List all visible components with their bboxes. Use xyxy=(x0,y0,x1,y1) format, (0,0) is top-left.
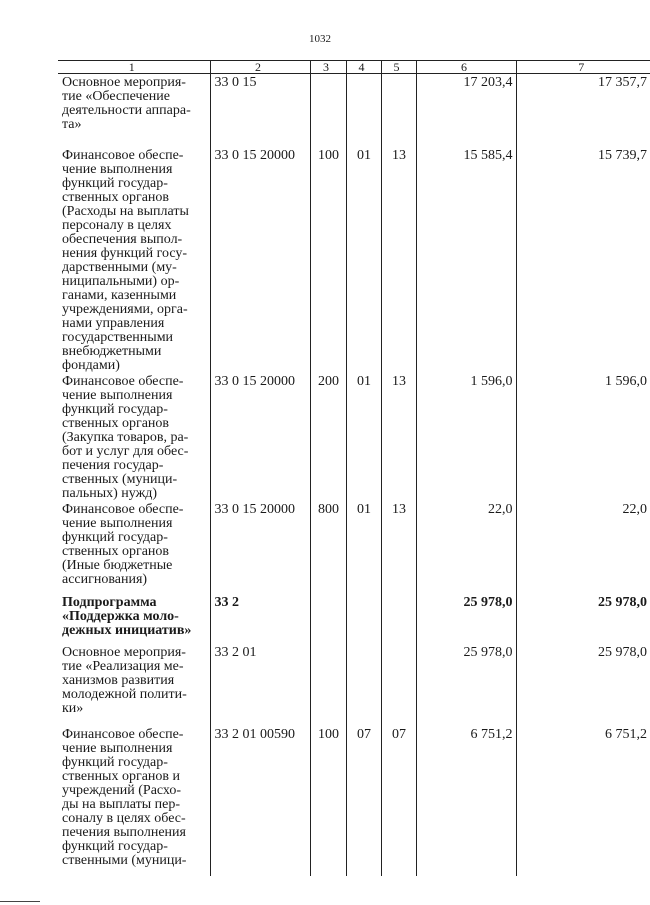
column-header: 3 xyxy=(310,61,346,74)
row-code-cell: 33 2 01 xyxy=(210,644,310,726)
row-name-cell: Финансовое обеспе- чение выполнения функций государ- ственных органов (Иные бюджетные ассигнования) xyxy=(62,501,184,587)
row-subsection-cell: 13 xyxy=(381,501,416,594)
page-number: 1032 xyxy=(309,33,331,45)
row-section-cell xyxy=(346,594,381,644)
table-row xyxy=(58,501,650,594)
row-subsection-cell xyxy=(381,594,416,644)
row-code-cell: 33 0 15 20000 xyxy=(210,373,310,501)
row-section-cell: 01 xyxy=(346,501,381,594)
row-amount-col7-cell: 15 739,7 xyxy=(516,147,650,373)
column-header: 1 xyxy=(58,61,210,74)
table-row xyxy=(58,74,650,147)
row-name-cell: Основное мероприя- тие «Реализация ме- ханизмов развития молодежной полити- ки» xyxy=(62,644,187,716)
row-amount-col7-cell: 25 978,0 xyxy=(516,644,650,726)
row-amount-col7-cell: 25 978,0 xyxy=(516,594,650,644)
table-row xyxy=(58,373,650,501)
row-amount-col7-cell: 22,0 xyxy=(516,501,650,594)
row-expense-type-cell xyxy=(310,74,346,147)
row-subsection-cell xyxy=(381,74,416,147)
row-amount-col6-cell: 15 585,4 xyxy=(416,147,516,373)
row-section-cell: 07 xyxy=(346,726,381,876)
row-name-cell: Подпрограмма «Поддержка моло- дежных инициатив» xyxy=(62,594,192,638)
row-amount-col7-cell: 1 596,0 xyxy=(516,373,650,501)
row-code-cell: 33 2 01 00590 xyxy=(210,726,310,876)
corner-divider xyxy=(0,901,40,902)
table-row xyxy=(58,644,650,726)
column-header: 5 xyxy=(381,61,416,74)
row-amount-col6-cell: 17 203,4 xyxy=(416,74,516,147)
row-code-cell: 33 0 15 20000 xyxy=(210,501,310,594)
column-header: 4 xyxy=(346,61,381,74)
row-subsection-cell xyxy=(381,644,416,726)
column-header: 7 xyxy=(516,61,650,74)
table-row xyxy=(58,147,650,373)
column-number-row xyxy=(58,61,650,74)
column-header: 6 xyxy=(416,61,516,74)
row-subsection-cell: 07 xyxy=(381,726,416,876)
row-subsection-cell: 13 xyxy=(381,373,416,501)
row-name-cell: Основное мероприя- тие «Обеспечение деятельности аппара- та» xyxy=(62,75,191,132)
row-code-cell: 33 2 xyxy=(210,594,310,644)
row-amount-col7-cell: 6 751,2 xyxy=(516,726,650,876)
row-code-cell: 33 0 15 20000 xyxy=(210,147,310,373)
row-amount-col7-cell: 17 357,7 xyxy=(516,74,650,147)
row-section-cell: 01 xyxy=(346,373,381,501)
row-expense-type-cell: 200 xyxy=(310,373,346,501)
row-expense-type-cell: 800 xyxy=(310,501,346,594)
row-amount-col6-cell: 22,0 xyxy=(416,501,516,594)
column-header: 2 xyxy=(210,61,310,74)
row-expense-type-cell xyxy=(310,594,346,644)
budget-table xyxy=(58,60,650,876)
row-name-cell: Финансовое обеспе- чение выполнения функций государ- ственных органов (Закупка товаров, ра- бот и услуг для обес- печения государ- ственных (муници- пальных) нужд) xyxy=(62,373,189,501)
table-row xyxy=(58,726,650,876)
row-code-cell: 33 0 15 xyxy=(210,74,310,147)
table-row xyxy=(58,594,650,644)
row-subsection-cell: 13 xyxy=(381,147,416,373)
row-name-cell: Финансовое обеспе- чение выполнения функций государ- ственных органов (Расходы на выплаты персоналу в целях обеспечения выпол- нения функций госу- дарственными (му- ниципальными) ор- ганами, казенными учреждениями, орга- нами управления государственными внебюджетными фондами) xyxy=(62,147,189,373)
row-expense-type-cell: 100 xyxy=(310,147,346,373)
row-amount-col6-cell: 25 978,0 xyxy=(416,594,516,644)
row-amount-col6-cell: 1 596,0 xyxy=(416,373,516,501)
row-section-cell: 01 xyxy=(346,147,381,373)
row-amount-col6-cell: 6 751,2 xyxy=(416,726,516,876)
row-expense-type-cell xyxy=(310,644,346,726)
row-amount-col6-cell: 25 978,0 xyxy=(416,644,516,726)
row-expense-type-cell: 100 xyxy=(310,726,346,876)
row-name-cell: Финансовое обеспе- чение выполнения функций государ- ственных органов и учреждений (Расхо- ды на выплаты пер- соналу в целях обес- печения выполнения функций государ- ственными (муници- xyxy=(62,726,187,868)
row-section-cell xyxy=(346,644,381,726)
row-section-cell xyxy=(346,74,381,147)
